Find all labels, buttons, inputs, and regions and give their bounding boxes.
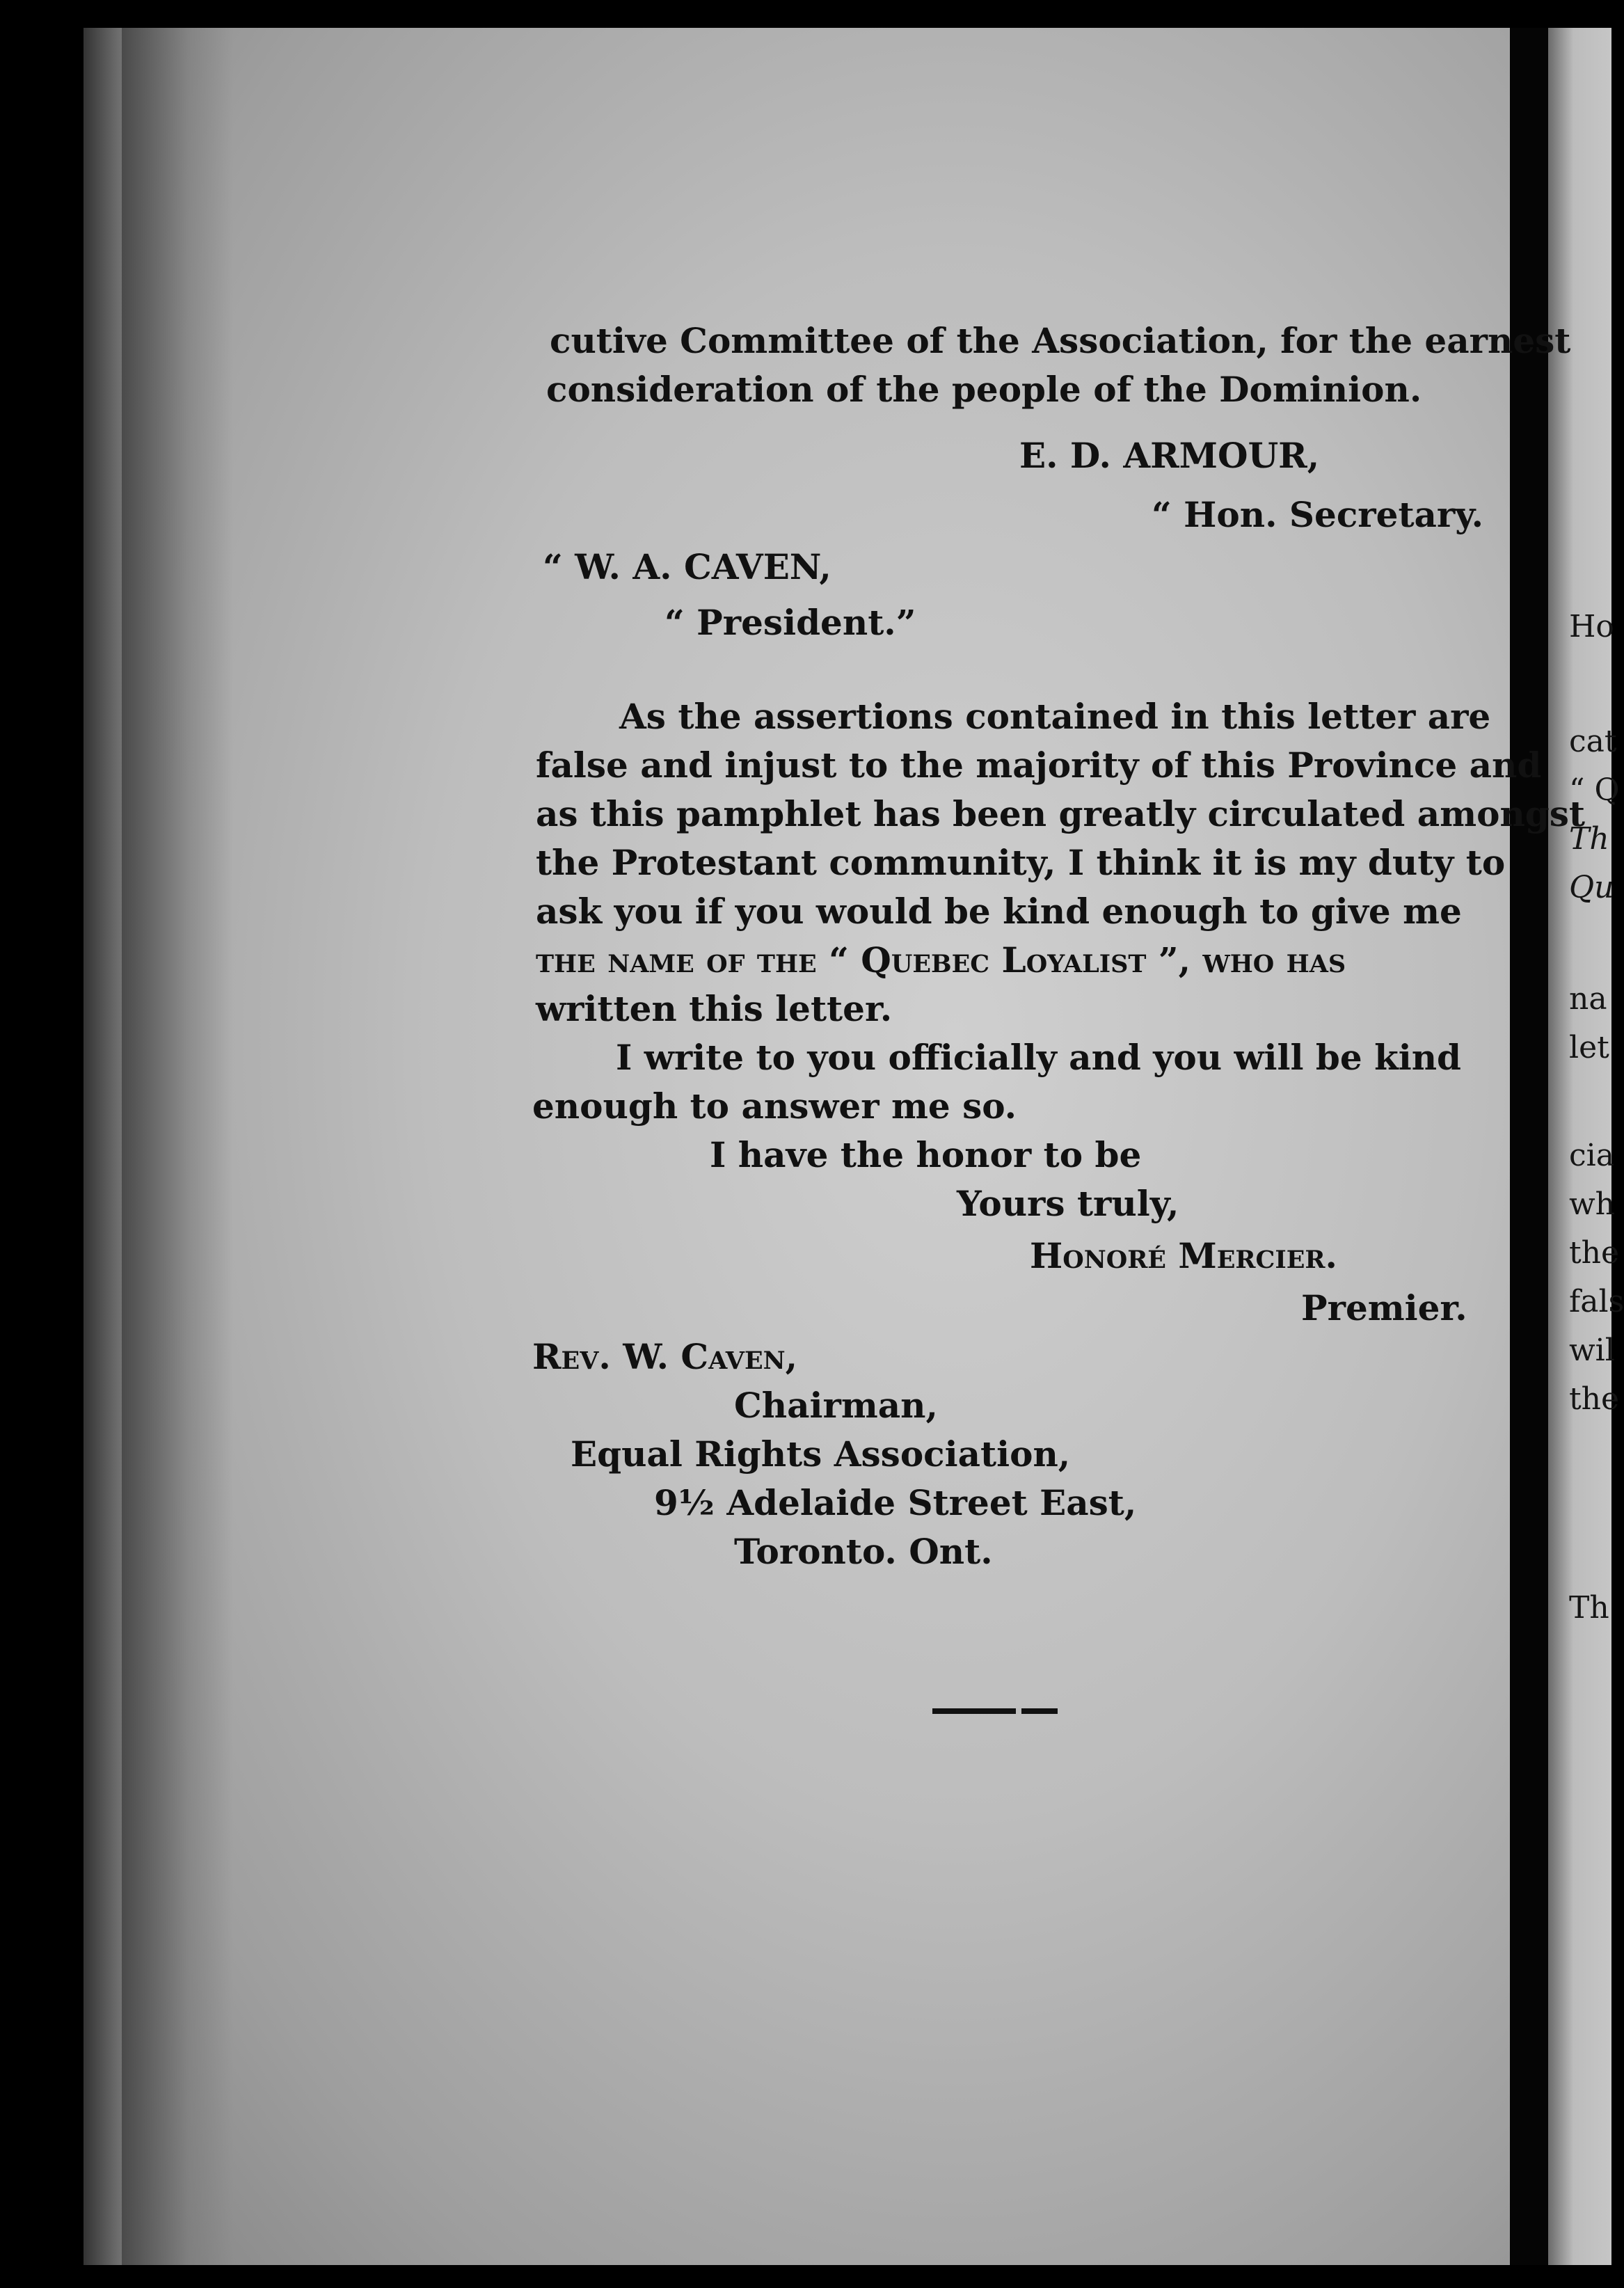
signature-armour: E. D. ARMOUR, xyxy=(1019,435,1320,476)
paragraph-line: ask you if you would be kind enough to give me xyxy=(536,891,1462,932)
paragraph-line: written this letter. xyxy=(536,988,893,1029)
address-line: Chairman, xyxy=(734,1385,938,1426)
facing-fragment: Th xyxy=(1569,1590,1609,1626)
page-shadow xyxy=(122,28,233,2265)
facing-fragment: Ho xyxy=(1569,609,1614,644)
paragraph-line: As the assertions contained in this letter are xyxy=(619,696,1491,737)
address-line: Rev. W. Caven, xyxy=(532,1336,798,1377)
address-line: 9½ Adelaide Street East, xyxy=(654,1482,1137,1523)
signature-armour-title: “ Hon. Secretary. xyxy=(1152,494,1484,535)
paragraph-line: I write to you officially and you will be kind xyxy=(616,1037,1462,1078)
paragraph-line: enough to answer me so. xyxy=(532,1086,1017,1127)
facing-fragment: Th xyxy=(1569,821,1609,857)
paragraph-line: as this pamphlet has been greatly circulated amongst xyxy=(536,793,1586,834)
signature-caven: “ W. A. CAVEN, xyxy=(543,546,831,587)
letter-line: consideration of the people of the Dominion. xyxy=(546,369,1422,410)
facing-fragment: fals xyxy=(1569,1284,1624,1319)
signature-mercier-title: Premier. xyxy=(1301,1287,1467,1328)
facing-fragment: cat xyxy=(1569,724,1617,759)
facing-fragment: wil xyxy=(1569,1333,1615,1368)
facing-fragment: the xyxy=(1569,1235,1620,1271)
facing-fragment: let xyxy=(1569,1030,1609,1065)
facing-fragment: the xyxy=(1569,1381,1620,1417)
closing-line: I have the honor to be xyxy=(710,1134,1142,1175)
paragraph-line: the Protestant community, I think it is my duty to xyxy=(536,842,1506,883)
facing-fragment: “ Q xyxy=(1569,772,1620,808)
signature-mercier: Honoré Mercier. xyxy=(1030,1235,1337,1276)
signature-caven-title: “ President.” xyxy=(664,602,916,643)
closing-line: Yours truly, xyxy=(957,1183,1179,1224)
address-line: Equal Rights Association, xyxy=(571,1433,1071,1475)
letter-line: cutive Committee of the Association, for the earnest xyxy=(550,320,1571,361)
facing-fragment: Qu xyxy=(1569,870,1614,905)
paragraph-line: the name of the “ Quebec Loyalist ”, who has xyxy=(536,939,1346,980)
paragraph-line: false and injust to the majority of this Province and xyxy=(536,745,1542,786)
facing-fragment: cia xyxy=(1569,1138,1614,1173)
section-divider xyxy=(932,1708,1058,1714)
facing-fragment: na xyxy=(1569,981,1607,1017)
address-line: Toronto. Ont. xyxy=(734,1531,993,1572)
facing-fragment: wh xyxy=(1569,1186,1615,1222)
